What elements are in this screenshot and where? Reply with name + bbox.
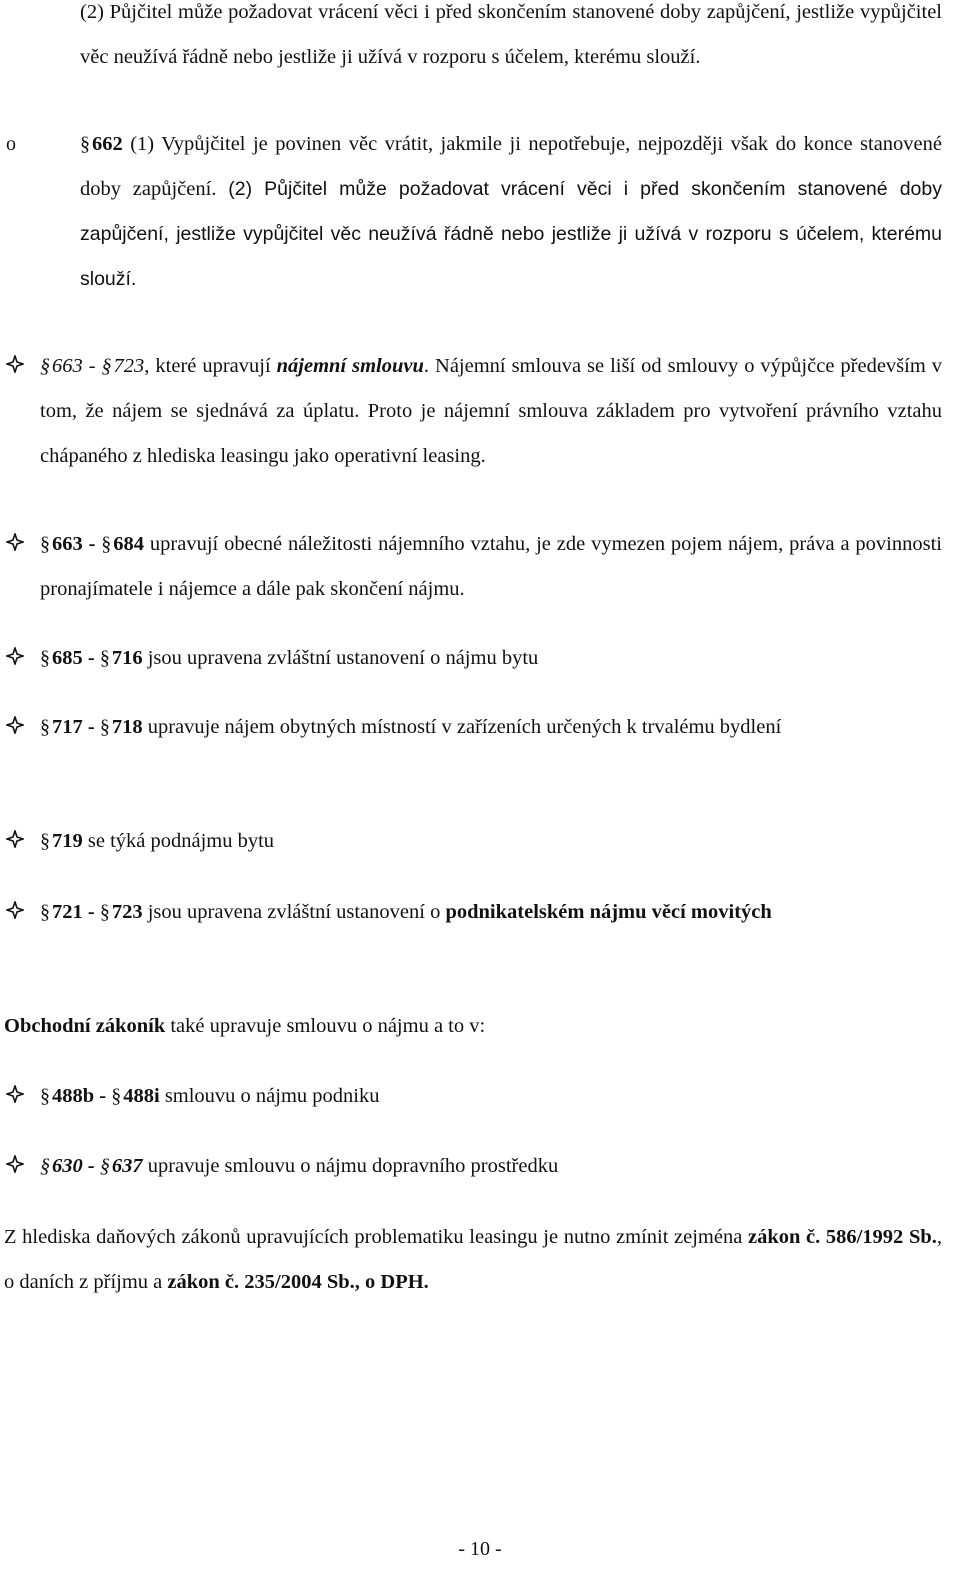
section-sign-icon: § bbox=[40, 355, 50, 377]
text: jsou upravena zvláštní ustanovení o nájmu bytu bbox=[142, 647, 539, 669]
list-bullet-o: o bbox=[6, 133, 16, 155]
section-number: 662 bbox=[92, 133, 123, 155]
bullet-item-685-716-body bbox=[40, 636, 942, 681]
bold-term: Obchodní zákoník bbox=[4, 1015, 166, 1037]
section-number: 488b bbox=[52, 1085, 95, 1107]
paragraph-2-text-a: (1) Vypůjčitel je povinen věc vrátit, jakmile ji nepotřebuje, nejpozději však do konce stanovené doby zapůjčení. bbox=[80, 133, 942, 200]
section-number: 637 bbox=[111, 1155, 143, 1177]
text: se týká podnájmu bytu bbox=[82, 830, 275, 852]
section-number: 663 bbox=[52, 533, 83, 555]
text: . Nájemní smlouva se liší od smlouvy o výpůjčce především v tom, že nájem se sjednává za úplatu. Proto je nájemní smlouva základem pro vytvoření právního vztahu chápaného z hlediska leasingu jako operativní leasing. bbox=[40, 355, 943, 467]
text: upravuje smlouvu o nájmu dopravního prostředku bbox=[142, 1155, 559, 1177]
section-number: 684 bbox=[113, 533, 145, 555]
section-number: 723 bbox=[113, 355, 145, 377]
section-number: 716 bbox=[111, 647, 143, 669]
section-number: 723 bbox=[111, 901, 143, 923]
range-dash: - bbox=[82, 533, 102, 555]
page-number: - 10 - bbox=[458, 1538, 502, 1560]
section-sign-icon: § bbox=[111, 1085, 122, 1107]
section-sign-icon: § bbox=[101, 533, 112, 555]
range-dash: - bbox=[82, 1155, 100, 1177]
text: jsou upravena zvláštní ustanovení o bbox=[142, 901, 446, 923]
diamond-bullet-icon bbox=[6, 355, 24, 373]
bullet-item-721-723-body bbox=[40, 890, 942, 935]
bullet-item-717-718-body bbox=[40, 705, 942, 750]
bullet-item-685-716 bbox=[0, 636, 942, 681]
text: upravují obecné náležitosti nájemního vztahu, je zde vymezen pojem nájem, práva a povinnosti pronajímatele i nájemce a dále pak skončení nájmu. bbox=[40, 533, 942, 600]
bullet-item-663-723-body bbox=[40, 344, 942, 479]
text: , které upravují bbox=[144, 355, 277, 377]
paragraph-2 bbox=[0, 122, 942, 302]
section-sign-icon: § bbox=[40, 716, 50, 738]
diamond-bullet-icon bbox=[6, 716, 24, 734]
section-number: 630 bbox=[52, 1155, 83, 1177]
paragraph-obchodni-zakonik bbox=[4, 1004, 942, 1049]
bullet-item-663-684 bbox=[0, 522, 942, 612]
emphasis: nájemní smlouvu bbox=[276, 355, 424, 377]
section-sign-icon: § bbox=[101, 355, 112, 377]
paragraph-2-body bbox=[80, 122, 942, 302]
paragraph-tax-laws bbox=[4, 1215, 942, 1305]
section-sign-icon: § bbox=[40, 533, 50, 555]
text: , o daních z příjmu a bbox=[4, 1226, 942, 1293]
bullet-item-630-637-body bbox=[40, 1144, 942, 1189]
section-sign-icon: § bbox=[40, 1155, 50, 1177]
diamond-bullet-icon bbox=[6, 1155, 24, 1173]
range-dash: - bbox=[82, 716, 100, 738]
bullet-item-663-684-body bbox=[40, 522, 942, 612]
paragraph-1 bbox=[80, 0, 942, 80]
bullet-item-719 bbox=[0, 819, 942, 864]
paragraph-2-text-b: (2) Půjčitel může požadovat vrácení věci i před skončením stanovené doby zapůjčení, jestliže vypůjčitel věc neužívá řádně nebo jestliže ji užívá v rozporu s účelem, kterému slouží. bbox=[80, 178, 942, 290]
paragraph-1-text: (2) Půjčitel může požadovat vrácení věci i před skončením stanovené doby zapůjčení, jestliže vypůjčitel věc neužívá řádně nebo jestliže ji užívá v rozporu s účelem, kterému slouží. bbox=[80, 1, 942, 68]
bullet-item-630-637 bbox=[0, 1144, 942, 1189]
section-number: 717 bbox=[52, 716, 83, 738]
bold-term: podnikatelském nájmu věcí movitých bbox=[445, 901, 772, 923]
range-dash: - bbox=[82, 901, 100, 923]
text: smlouvu o nájmu podniku bbox=[159, 1085, 380, 1107]
diamond-bullet-icon bbox=[6, 1085, 24, 1103]
section-sign-icon: § bbox=[99, 716, 110, 738]
bullet-item-721-723 bbox=[0, 890, 942, 935]
bullet-item-488b-488i bbox=[0, 1074, 942, 1119]
diamond-bullet-icon bbox=[6, 901, 24, 919]
section-number: 685 bbox=[52, 647, 83, 669]
bullet-item-717-718 bbox=[0, 705, 942, 750]
diamond-bullet-icon bbox=[6, 647, 24, 665]
section-sign-icon: § bbox=[40, 647, 50, 669]
range-dash: - bbox=[94, 1085, 112, 1107]
bullet-item-488b-488i-body bbox=[40, 1074, 942, 1119]
section-number: 719 bbox=[52, 830, 83, 852]
text: upravuje nájem obytných místností v zařízeních určených k trvalému bydlení bbox=[142, 716, 782, 738]
text: Z hlediska daňových zákonů upravujících problematiku leasingu je nutno zmínit zejména bbox=[4, 1226, 748, 1248]
section-sign-icon: § bbox=[99, 901, 110, 923]
section-sign-icon: § bbox=[40, 901, 50, 923]
range-dash: - bbox=[82, 355, 102, 377]
range-dash: - bbox=[82, 647, 100, 669]
text: také upravuje smlouvu o nájmu a to v: bbox=[165, 1015, 486, 1037]
diamond-bullet-icon bbox=[6, 533, 24, 551]
bullet-item-719-body bbox=[40, 819, 942, 864]
section-number: 488i bbox=[123, 1085, 160, 1107]
bullet-item-663-723 bbox=[0, 344, 942, 479]
bold-term: zákon č. 235/2004 Sb., o DPH. bbox=[167, 1271, 429, 1293]
section-sign-icon: § bbox=[99, 1155, 110, 1177]
section-number: 718 bbox=[111, 716, 143, 738]
section-sign-icon: § bbox=[40, 1085, 50, 1107]
section-sign-icon: § bbox=[99, 647, 110, 669]
section-sign-icon: § bbox=[40, 830, 50, 852]
section-number: 663 bbox=[52, 355, 83, 377]
section-number: 721 bbox=[52, 901, 83, 923]
bold-term: zákon č. 586/1992 Sb. bbox=[747, 1226, 937, 1248]
diamond-bullet-icon bbox=[6, 830, 24, 848]
section-sign-icon: § bbox=[80, 133, 90, 155]
